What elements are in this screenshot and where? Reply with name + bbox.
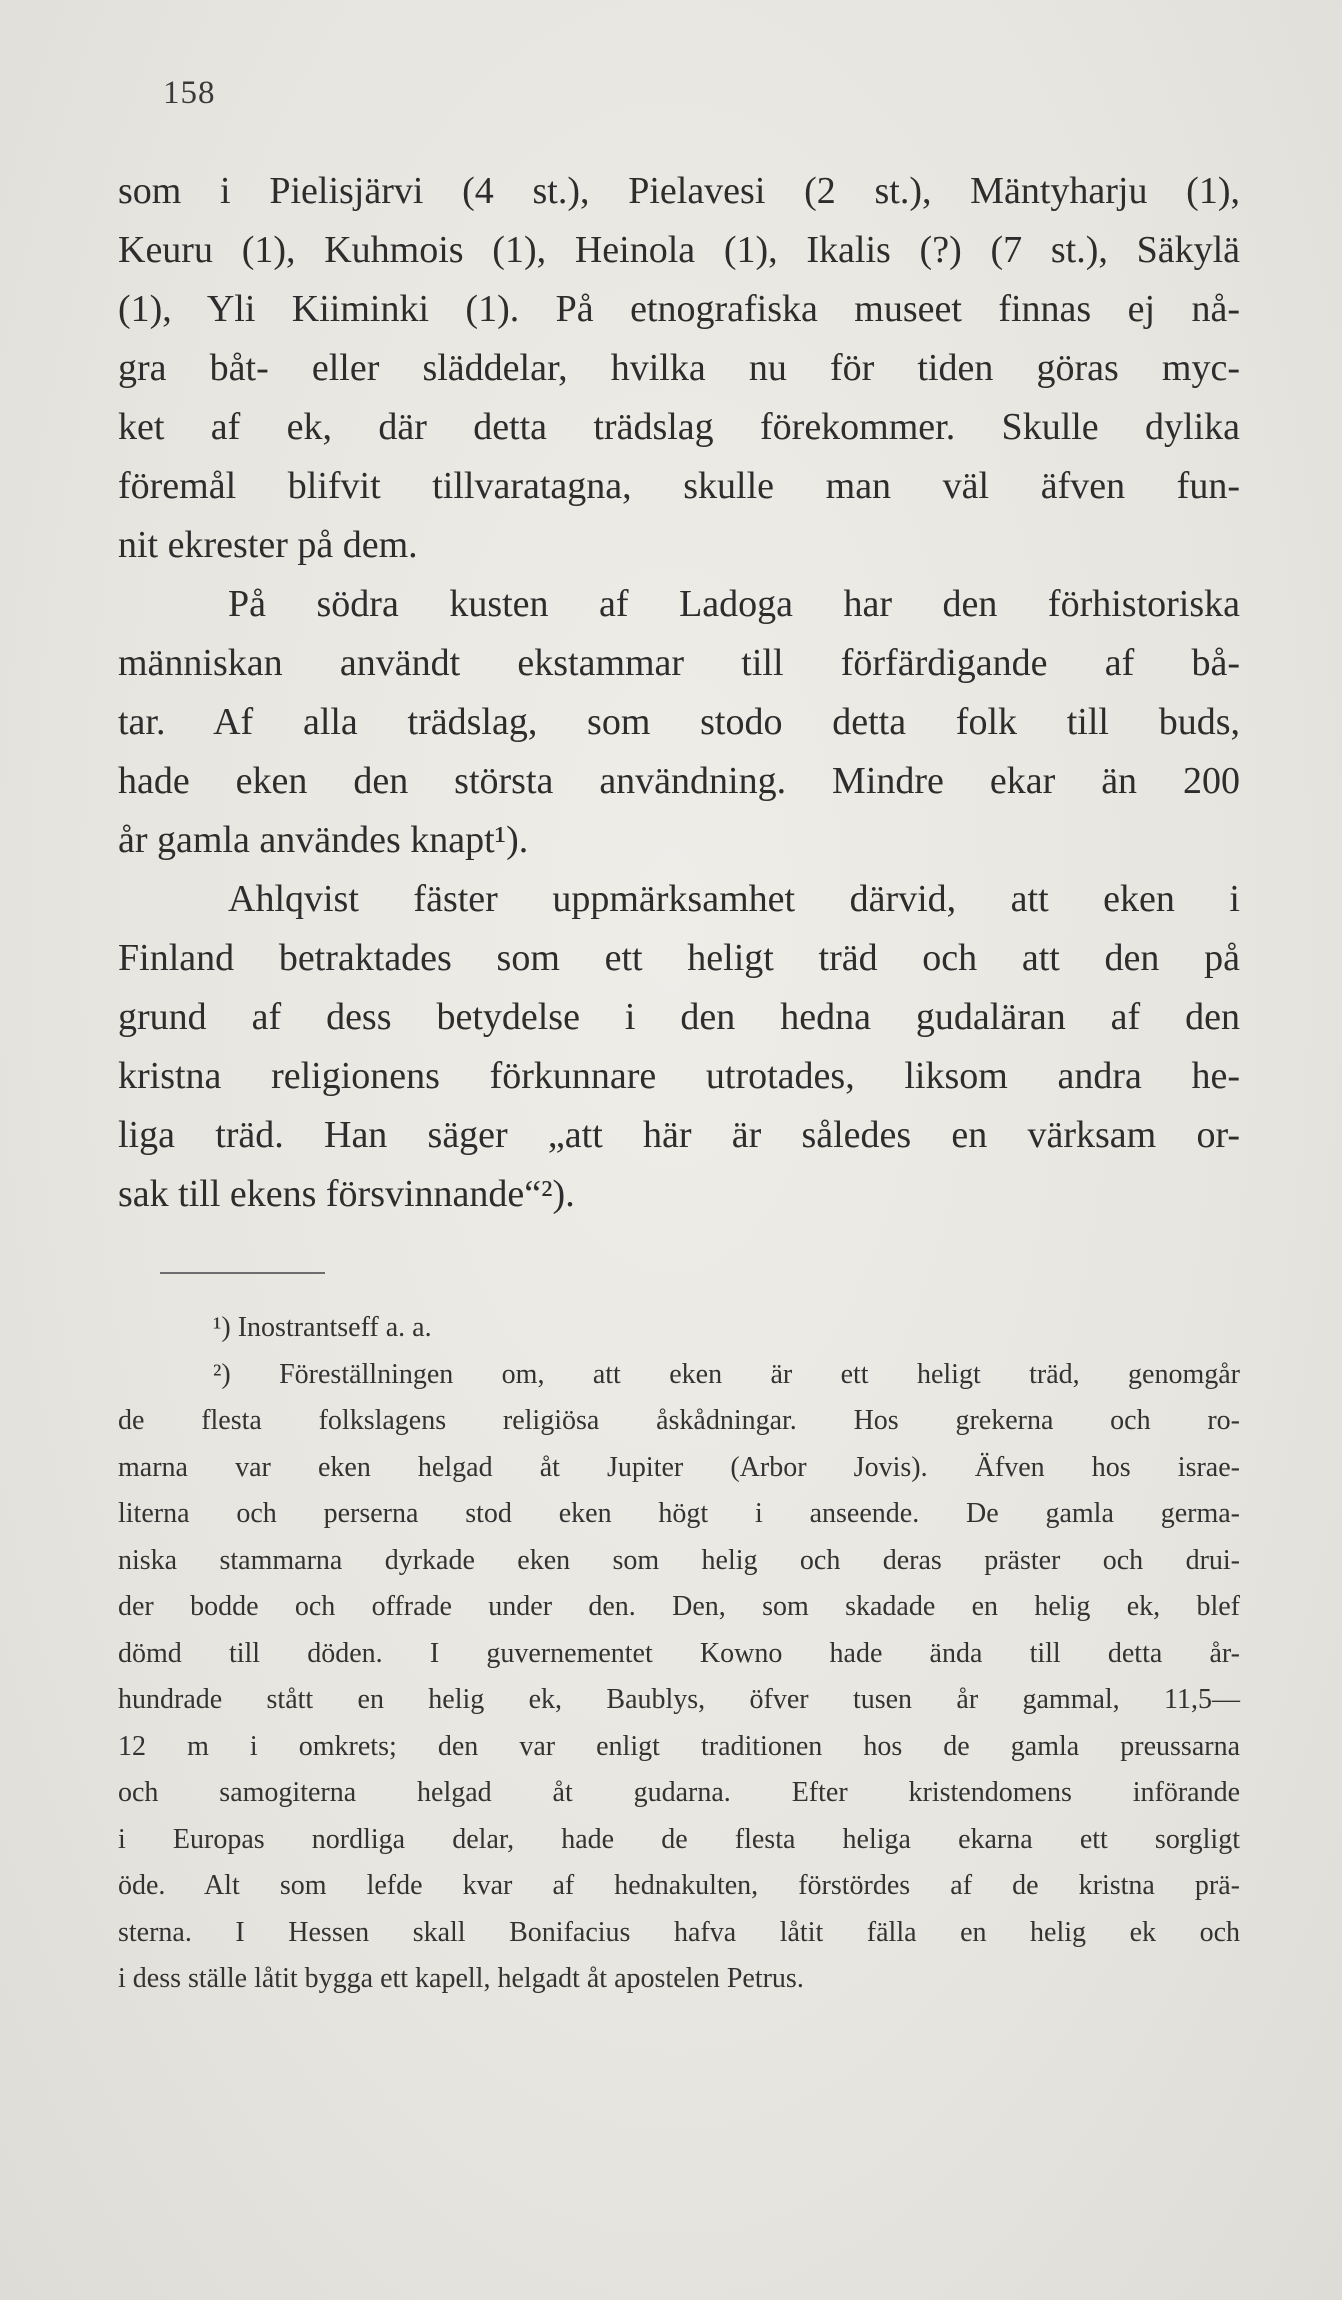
body-line: Finland betraktades som ett heligt träd och att den på bbox=[118, 937, 1240, 979]
footnote-line: ²) Föreställningen om, att eken är ett heligt träd, genomgår bbox=[213, 1358, 1240, 1390]
footnote-line: de flesta folkslagens religiösa åskådningar. Hos grekerna och ro- bbox=[118, 1405, 1240, 1436]
body-line: föremål blifvit tillvaratagna, skulle man väl äfven fun- bbox=[118, 465, 1240, 507]
body-line: grund af dess betydelse i den hedna gudaläran af den bbox=[118, 996, 1240, 1038]
body-line: tar. Af alla trädslag, som stodo detta folk till buds, bbox=[118, 701, 1240, 743]
body-line: hade eken den största användning. Mindre ekar än 200 bbox=[118, 760, 1240, 802]
footnote-line: och samogiterna helgad åt gudarna. Efter kristendomens införande bbox=[118, 1777, 1240, 1808]
body-line: Ahlqvist fäster uppmärksamhet därvid, att eken i bbox=[228, 878, 1240, 920]
body-line: Keuru (1), Kuhmois (1), Heinola (1), Ikalis (?) (7 st.), Säkylä bbox=[118, 229, 1240, 271]
footnote-line: literna och perserna stod eken högt i anseende. De gamla germa- bbox=[118, 1498, 1240, 1529]
body-line: år gamla användes knapt¹). bbox=[118, 819, 529, 861]
footnote-line: i dess ställe låtit bygga ett kapell, helgadt åt apostelen Petrus. bbox=[118, 1963, 804, 1994]
body-line: kristna religionens förkunnare utrotades, liksom andra he- bbox=[118, 1055, 1240, 1097]
footnote-line: hundrade stått en helig ek, Baublys, öfver tusen år gammal, 11,5— bbox=[118, 1684, 1240, 1715]
body-line: människan användt ekstammar till förfärdigande af bå- bbox=[118, 642, 1240, 684]
page-number: 158 bbox=[163, 75, 216, 111]
footnote-line: öde. Alt som lefde kvar af hednakulten, förstördes af de kristna prä- bbox=[118, 1870, 1240, 1901]
body-line: På södra kusten af Ladoga har den förhistoriska bbox=[228, 583, 1240, 625]
body-line: sak till ekens försvinnande“²). bbox=[118, 1173, 575, 1215]
body-line: gra båt- eller släddelar, hvilka nu för tiden göras myc- bbox=[118, 347, 1240, 389]
footnotes bbox=[118, 1305, 1240, 2003]
footnote-line: marna var eken helgad åt Jupiter (Arbor Jovis). Äfven hos israe- bbox=[118, 1451, 1240, 1483]
footnote-line: i Europas nordliga delar, hade de flesta heliga ekarna ett sorgligt bbox=[118, 1823, 1240, 1855]
body-line: nit ekrester på dem. bbox=[118, 524, 418, 566]
footnote-line: ¹) Inostrantseff a. a. bbox=[213, 1312, 432, 1343]
body-line: (1), Yli Kiiminki (1). På etnografiska museet finnas ej nå- bbox=[118, 288, 1240, 330]
body-text bbox=[118, 162, 1240, 1224]
footnote-divider bbox=[160, 1272, 325, 1274]
footnote-line: niska stammarna dyrkade eken som helig och deras präster och drui- bbox=[118, 1544, 1240, 1576]
footnote-line: der bodde och offrade under den. Den, som skadade en helig ek, blef bbox=[118, 1591, 1240, 1622]
body-line: liga träd. Han säger „att här är således en värksam or- bbox=[118, 1114, 1240, 1156]
footnote-line: dömd till döden. I guvernementet Kowno hade ända till detta år- bbox=[118, 1637, 1240, 1669]
body-line: ket af ek, där detta trädslag förekommer. Skulle dylika bbox=[118, 406, 1240, 448]
body-line: som i Pielisjärvi (4 st.), Pielavesi (2 st.), Mäntyharju (1), bbox=[118, 170, 1240, 212]
footnote-line: sterna. I Hessen skall Bonifacius hafva låtit fälla en helig ek och bbox=[118, 1916, 1240, 1948]
footnote-line: 12 m i omkrets; den var enligt traditionen hos de gamla preussarna bbox=[118, 1730, 1240, 1762]
